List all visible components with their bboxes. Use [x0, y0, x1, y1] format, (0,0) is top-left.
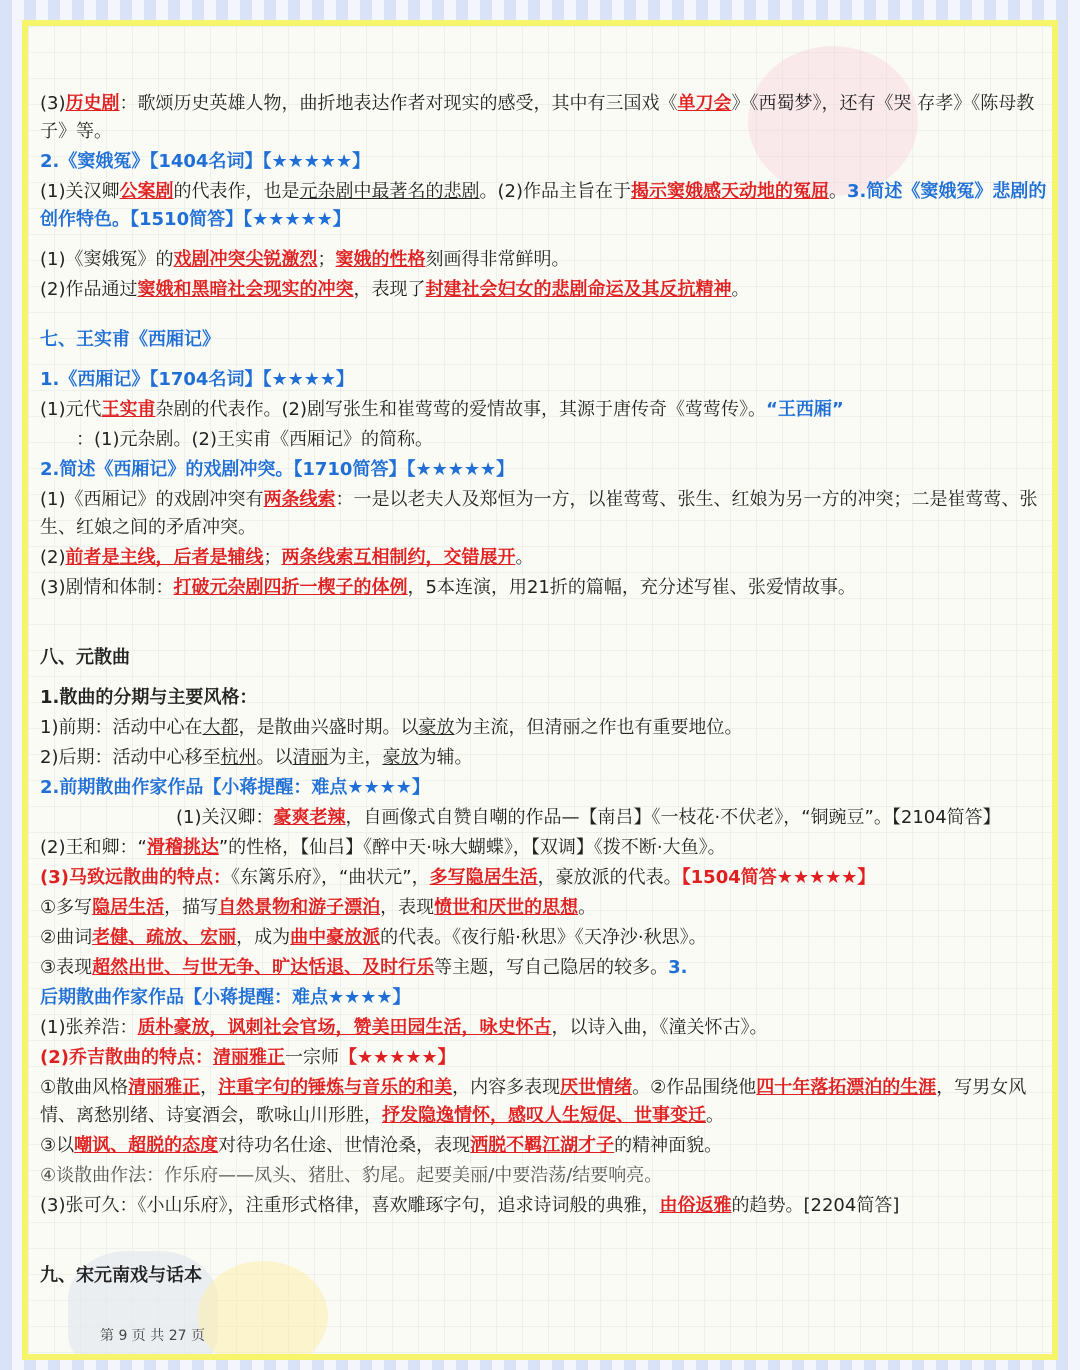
- para-xixiang-lines: (1)《西厢记》的戏剧冲突有两条线索：一是以老夫人及郑恒为一方，以崔莺莺、张生、红娘为另一方的冲突；二是崔莺莺、张生、红娘之间的矛盾冲突。: [40, 489, 1038, 538]
- para-qiao-style: ①散曲风格清丽雅正，注重字句的锤炼与音乐的和美，内容多表现厌世情绪。②作品围绕他四十年落拓漂泊的生涯，写男女风情、离愁别绪、诗宴酒会，歌咏山川形胜，抒发隐逸情怀，感叹人生短促、世事变迁。: [40, 1077, 1027, 1126]
- para-qiao-ji: (2)乔吉散曲的特点：清丽雅正一宗师【★★★★★】: [40, 1047, 456, 1068]
- para-xixiang-intro: (1)元代王实甫杂剧的代表作。(2)剧写张生和崔莺莺的爱情故事，其源于唐传奇《莺莺传》。“王西厢”: [40, 399, 844, 420]
- page-content: [40, 90, 1050, 1292]
- para-wang-heqing: (2)王和卿：“滑稽挑达”的性格，【仙吕】《醉中天·咏大蝴蝶》，【双调】《拨不断·大鱼》。: [40, 837, 726, 858]
- para-xixiang-def: ：(1)元杂剧。(2)王实甫《西厢记》的简称。: [76, 429, 433, 450]
- para-dou-e-conflict: (1)《窦娥冤》的戏剧冲突尖锐激烈；窦娥的性格刻画得非常鲜明。: [40, 249, 570, 270]
- para-xixiang-system: (3)剧情和体制：打破元杂剧四折一楔子的体例，5本连演，用21折的篇幅，充分述写崔、张爱情故事。: [40, 577, 856, 598]
- heading-xixiang-2: 2.简述《西厢记》的戏剧冲突。【1710简答】【★★★★★】: [40, 459, 515, 480]
- para-dou-e-theme: (2)作品通过窦娥和黑暗社会现实的冲突，表现了封建社会妇女的悲剧命运及其反抗精神。: [40, 279, 750, 300]
- heading-sanqu-1: 1.散曲的分期与主要风格：: [40, 687, 258, 708]
- para-ma-zhiyuan: (3)马致远散曲的特点：《东篱乐府》，“曲状元”，多写隐居生活，豪放派的代表。【1504简答★★★★★】: [40, 867, 876, 888]
- para-qiao-method: ④谈散曲作法：作乐府——凤头、猪肚、豹尾。起要美丽/中要浩荡/结要响亮。: [40, 1165, 663, 1186]
- para-ma-point-3: ③表现超然出世、与世无争、旷达恬退、及时行乐等主题，写自己隐居的较多。3.: [40, 957, 688, 978]
- section-8-title: 八、元散曲: [40, 647, 130, 668]
- page-number: 第 9 页 共 27 页: [100, 1328, 205, 1344]
- heading-dou-e: 2.《窦娥冤》【1404名词】【★★★★★】: [40, 151, 371, 172]
- section-9-title: 九、宋元南戏与话本: [40, 1265, 202, 1286]
- para-dou-e-intro: (1)关汉卿公案剧的代表作，也是元杂剧中最著名的悲剧。(2)作品主旨在于揭示窦娥感天动地的冤屈。3.简述《窦娥冤》悲剧的创作特色。【1510简答】【★★★★★】: [40, 181, 1047, 230]
- para-ma-point-1: ①多写隐居生活，描写自然景物和游子漂泊，表现愤世和厌世的思想。: [40, 897, 597, 918]
- para-zhang-yanghao: (1)张养浩：质朴豪放，讽刺社会官场，赞美田园生活，咏史怀古，以诗入曲，《潼关怀古》。: [40, 1017, 768, 1038]
- section-7-title: 七、王实甫《西厢记》: [40, 329, 220, 350]
- heading-sanqu-2: 2.前期散曲作家作品【小蒋提醒：难点★★★★】: [40, 777, 430, 798]
- para-xixiang-main: (2)前者是主线，后者是辅线；两条线索互相制约，交错展开。: [40, 547, 534, 568]
- heading-xixiang-1: 1.《西厢记》【1704名词】【★★★★】: [40, 369, 355, 390]
- para-ma-point-2: ②曲词老健、疏放、宏丽，成为曲中豪放派的代表。《夜行船·秋思》《天净沙·秋思》。: [40, 927, 707, 948]
- para-early-period: 1)前期：活动中心在大都，是散曲兴盛时期。以豪放为主流，但清丽之作也有重要地位。: [40, 717, 743, 738]
- para-history-drama: (3)历史剧：歌颂历史英雄人物，曲折地表达作者对现实的感受，其中有三国戏《单刀会》《西蜀梦》，还有《哭 存孝》《陈母教子》等。: [40, 93, 1035, 142]
- para-late-period: 2)后期：活动中心移至杭州。以清丽为主，豪放为辅。: [40, 747, 473, 768]
- para-zhang-kejiu: (3)张可久：《小山乐府》，注重形式格律，喜欢雕琢字句，追求诗词般的典雅，由俗返雅的趋势。[2204简答]: [40, 1195, 900, 1216]
- heading-sanqu-3: 后期散曲作家作品【小蒋提醒：难点★★★★】: [40, 987, 411, 1008]
- para-qiao-attitude: ③以嘲讽、超脱的态度对待功名仕途、世情沧桑，表现洒脱不羁江湖才子的精神面貌。: [40, 1135, 723, 1156]
- para-guan-hanqing: (1)关汉卿：豪爽老辣，自画像式自赞自嘲的作品—【南吕】《一枝花·不伏老》，“铜豌豆”。【2104简答】: [176, 807, 1001, 828]
